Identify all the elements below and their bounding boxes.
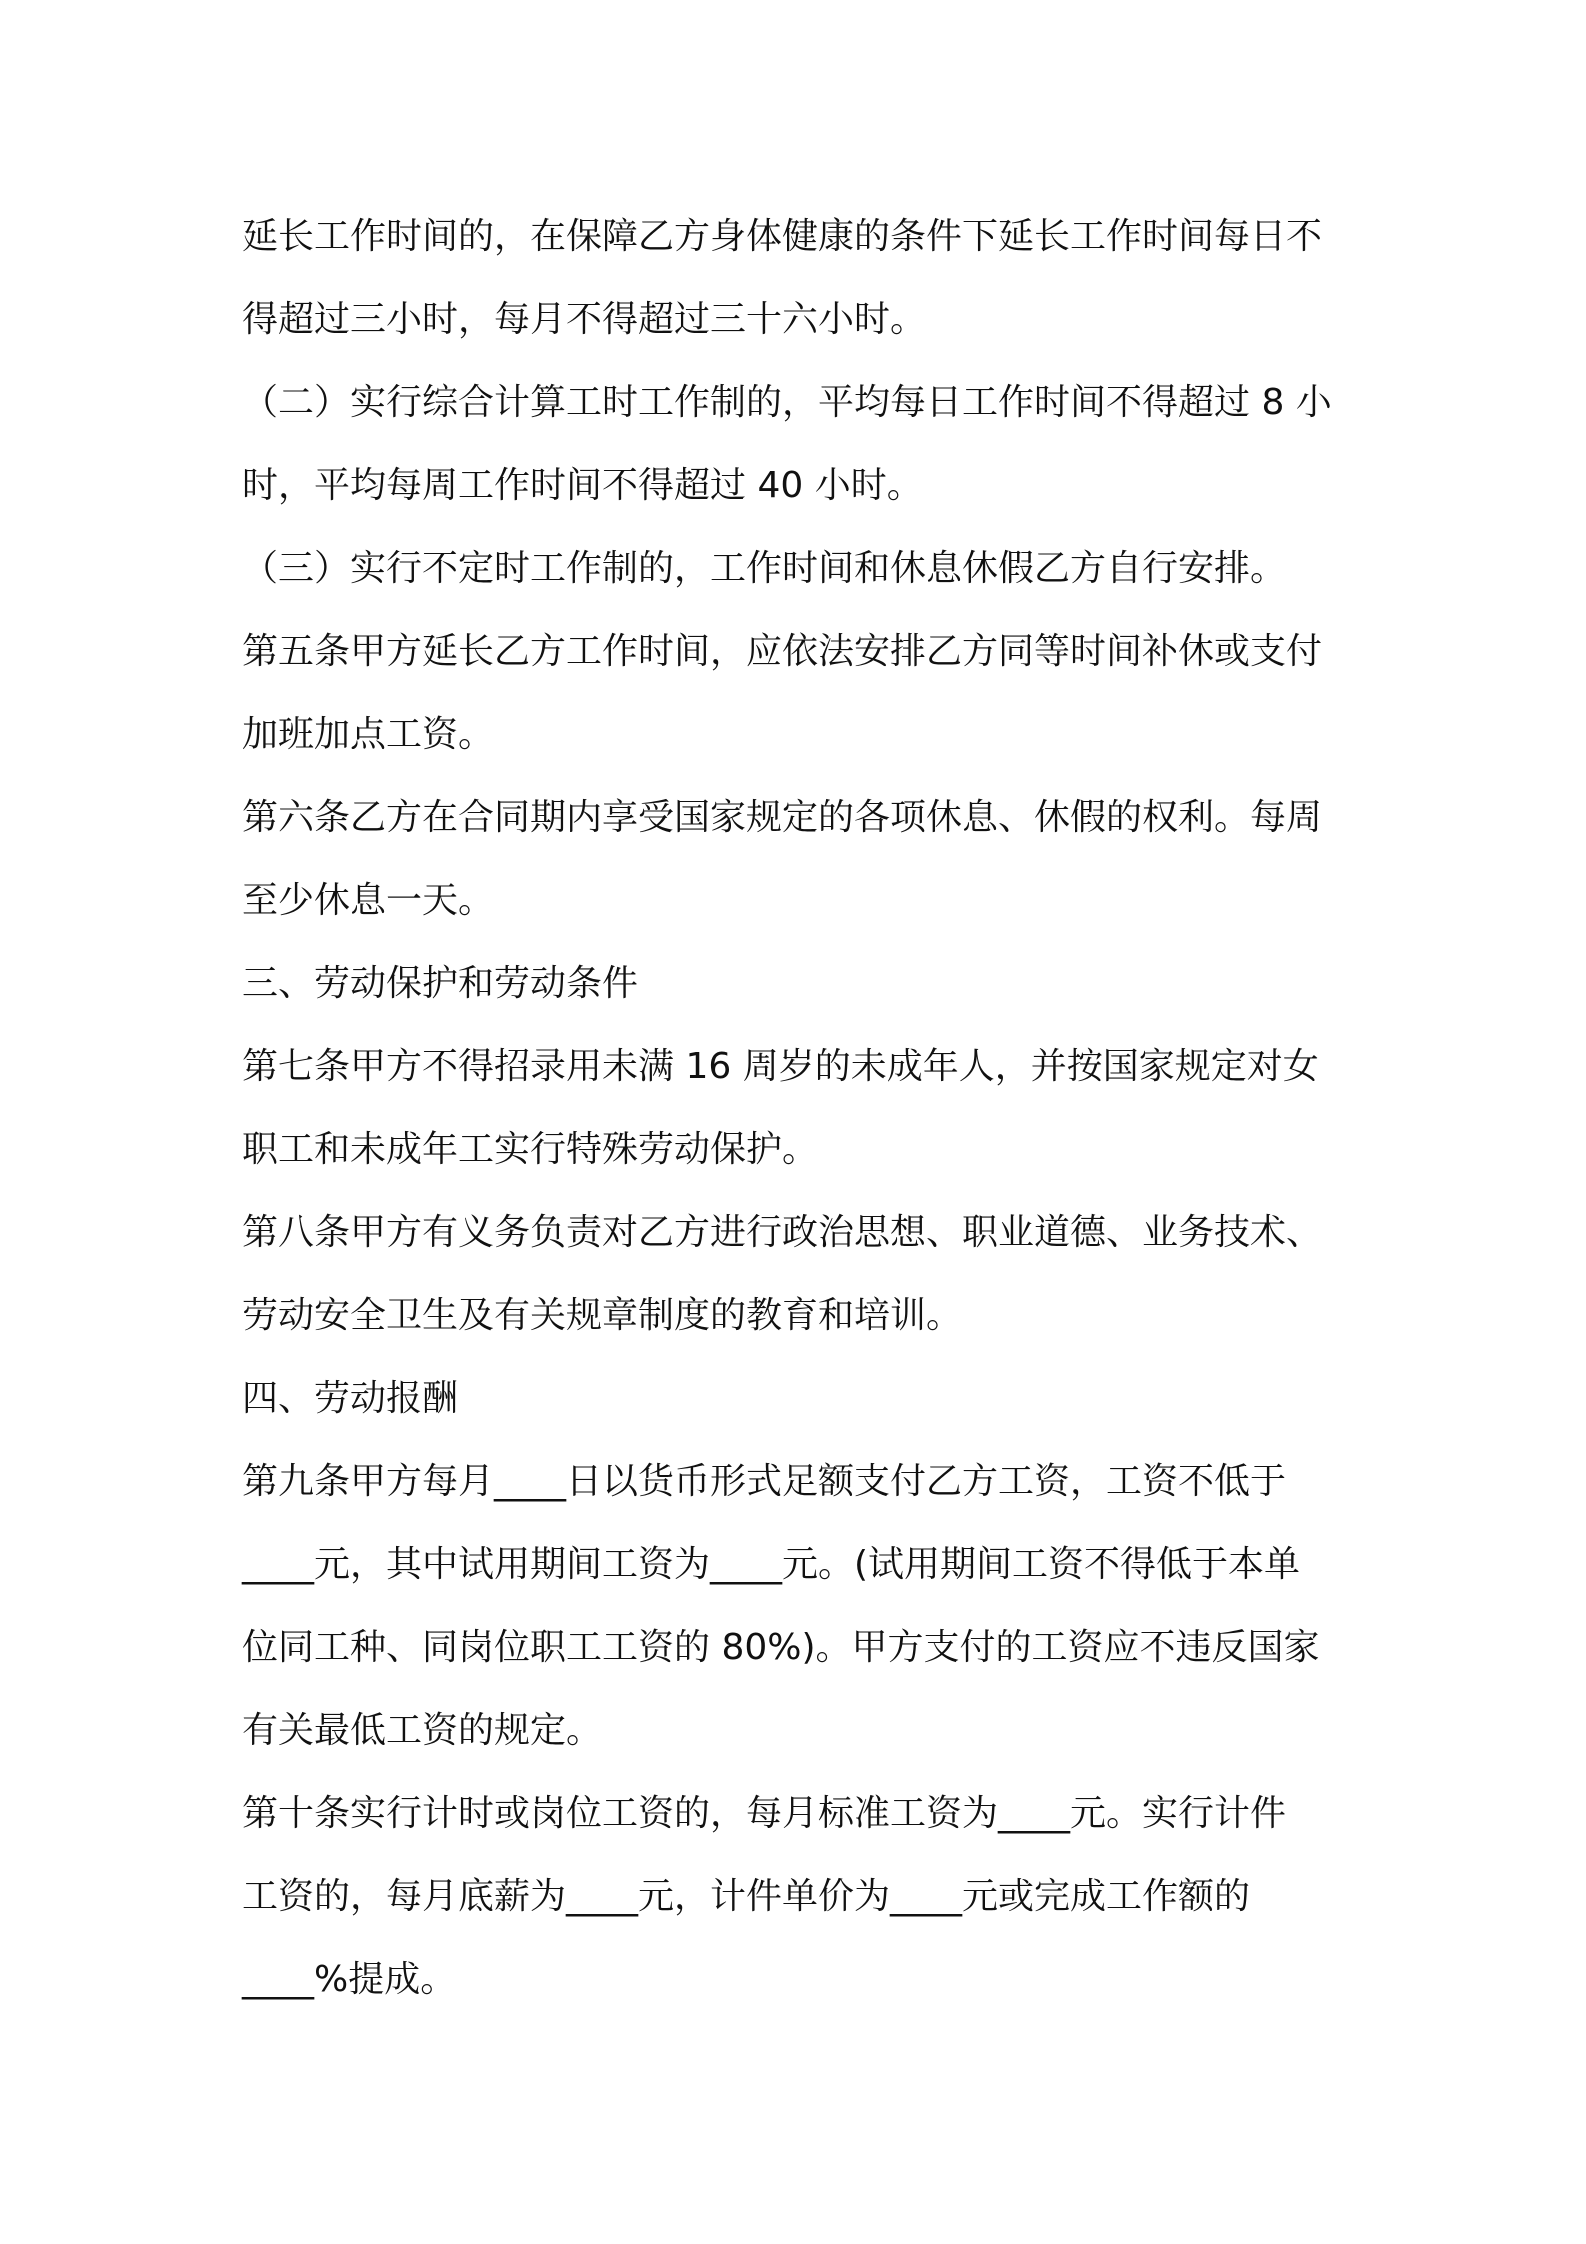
text-line-4: 时，平均每周工作时间不得超过 40 小时。 — [242, 465, 923, 506]
text-line-16: 第九条甲方每月____日以货币形式足额支付乙方工资，工资不低于 — [242, 1461, 1287, 1502]
section-heading-4: 四、劳动报酬 — [242, 1378, 459, 1419]
text-line-21: 工资的，每月底薪为____元，计件单价为____元或完成工作额的 — [242, 1876, 1251, 1917]
text-line-1: 延长工作时间的，在保障乙方身体健康的条件下延长工作时间每日不 — [242, 216, 1323, 257]
text-line-11: 第七条甲方不得招录用未满 16 周岁的未成年人，并按国家规定对女 — [242, 1046, 1319, 1087]
document-body — [242, 195, 1382, 2021]
text-line-3: （二）实行综合计算工时工作制的，平均每日工作时间不得超过 8 小 — [242, 382, 1332, 423]
document-page — [242, 195, 1382, 2021]
text-line-5: （三）实行不定时工作制的，工作时间和休息休假乙方自行安排。 — [242, 548, 1287, 589]
text-line-13: 第八条甲方有义务负责对乙方进行政治思想、职业道德、业务技术、 — [242, 1212, 1323, 1253]
text-line-6: 第五条甲方延长乙方工作时间，应依法安排乙方同等时间补休或支付 — [242, 631, 1323, 672]
text-line-8: 第六条乙方在合同期内享受国家规定的各项休息、休假的权利。每周 — [242, 797, 1323, 838]
text-line-20: 第十条实行计时或岗位工资的，每月标准工资为____元。实行计件 — [242, 1793, 1287, 1834]
text-line-17: ____元，其中试用期间工资为____元。(试用期间工资不得低于本单 — [242, 1544, 1301, 1585]
text-line-22: ____%提成。 — [242, 1959, 457, 2000]
text-line-18: 位同工种、同岗位职工工资的 80%)。甲方支付的工资应不违反国家 — [242, 1627, 1320, 1668]
section-heading-3: 三、劳动保护和劳动条件 — [242, 963, 639, 1004]
text-line-2: 得超过三小时，每月不得超过三十六小时。 — [242, 299, 927, 340]
text-line-7: 加班加点工资。 — [242, 714, 495, 755]
text-line-14: 劳动安全卫生及有关规章制度的教育和培训。 — [242, 1295, 963, 1336]
text-line-9: 至少休息一天。 — [242, 880, 495, 921]
text-line-12: 职工和未成年工实行特殊劳动保护。 — [242, 1129, 819, 1170]
text-line-19: 有关最低工资的规定。 — [242, 1710, 603, 1751]
